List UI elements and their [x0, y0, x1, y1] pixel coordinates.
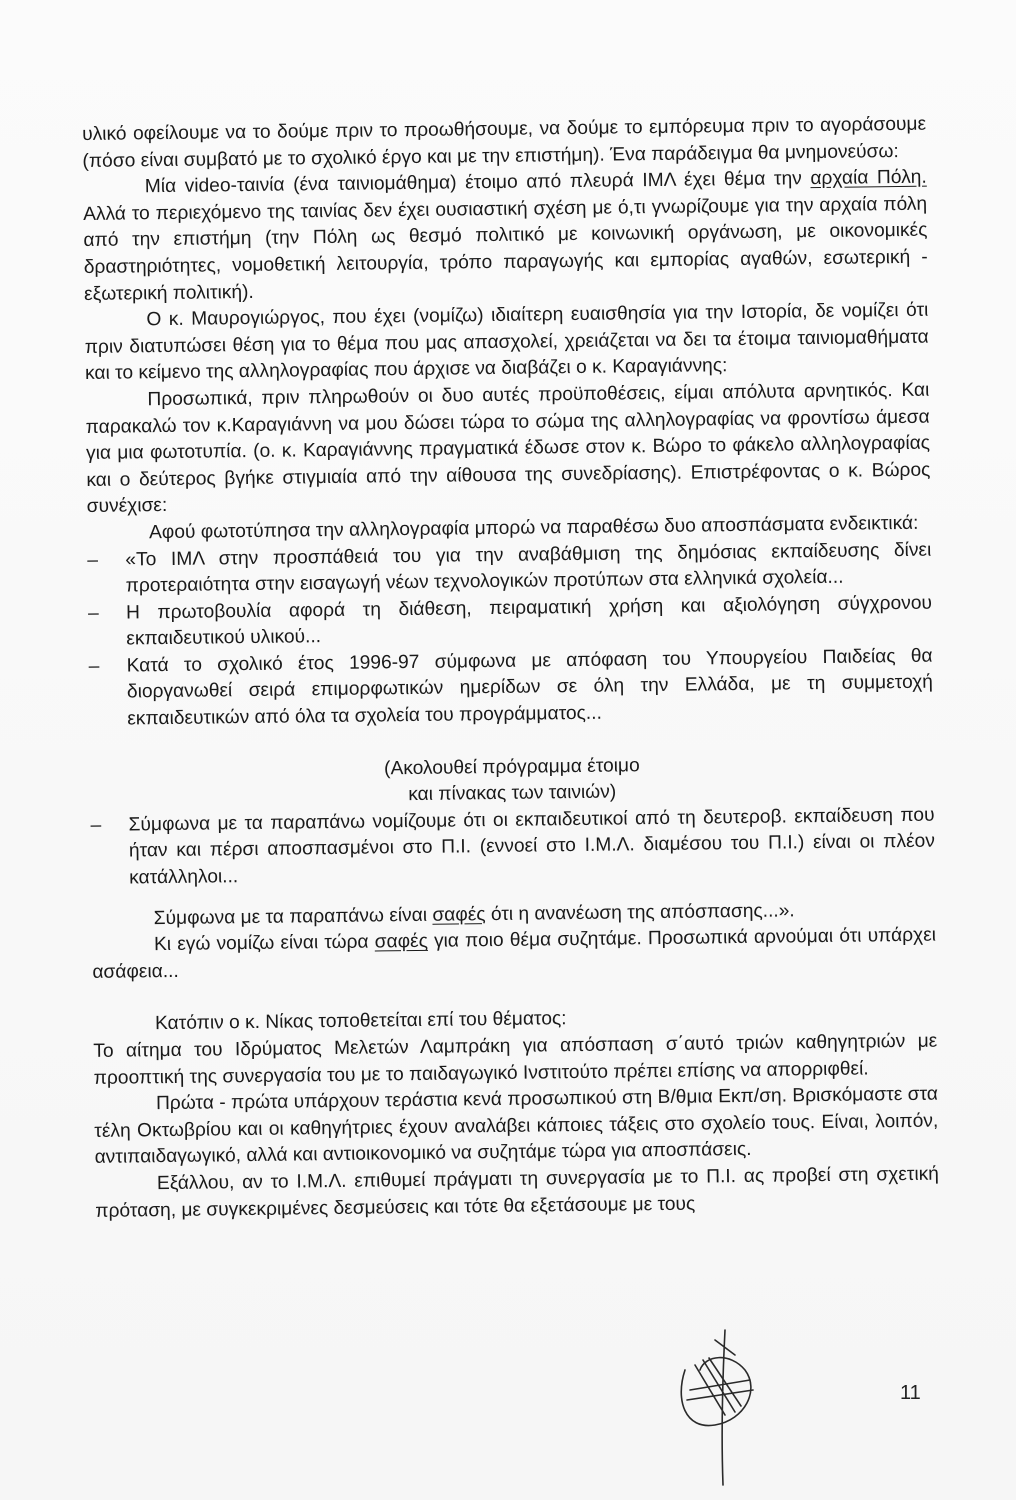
quote-bullet-2: – Η πρωτοβουλία αφορά τη διάθεση, πειραματική χρήση και αξιολόγηση σύγχρονου εκπαιδευτικού υλικού... [88, 590, 933, 653]
paragraph-4: Προσωπικά, πριν πληρωθούν οι δυο αυτές προϋποθέσεις, είμαι απόλυτα αρνητικός. Και παρακαλώ τον κ.Καραγιάννη να μου δώσει τώρα το σώμα της αλληλογραφίας να φροντίσω άμεσα για μια φωτοτυπία. (ο. κ. Καραγιάννης πραγματικά έδωσε στον κ. Βώρο το φάκελο αλληλογραφίας και ο δεύτερος βγήκε στιγμιαία από την αίθουσα της συνεδρίασης). Επιστρέφοντας ο κ. Βώρος συνέχισε: [85, 379, 931, 518]
centered-note-line-2: και πίνακας των ταινιών) [408, 781, 617, 806]
paragraph-5: Αφού φωτοτύπησα την αλληλογραφία μπορώ να παραθέσω δυο αποσπάσματα ενδεικτικά: [148, 512, 919, 544]
paragraph-11: Εξάλλου, αν το Ι.Μ.Λ. επιθυμεί πράγματι τη συνεργασία με το Π.Ι. ας προβεί στη σχετική πρόταση, με συγκεκριμένες δεσμεύσεις και τότε θα εξετάσουμε με τους [95, 1163, 940, 1222]
paragraph-7-end: για ποιο θέμα συζητάμε. Προσωπικά αρνούμαι ότι υπάρχει ασάφεια... [92, 924, 937, 983]
page-number: 11 [900, 1382, 921, 1404]
paragraph-9: Το αίτημα του Ιδρύματος Μελετών Λαμπράκη για απόσπαση σ΄αυτό τριών καθηγητριών με προοπτική της συνεργασία του με το παιδαγωγικό Ινστιτούτο πρέπει επίσης να απορριφθεί. [93, 1030, 938, 1089]
paragraph-6-end: ότι η ανανέωση της απόσπασης...». [485, 899, 795, 925]
paragraph-1: υλικό οφείλουμε να το δούμε πριν το προωθήσουμε, να δούμε το εμπόρευμα πριν το αγοράσουμε (πόσο είναι συμβατό με το σχολικό έργο και με την επιστήμη). Ένα παράδειγμα θα μνημονεύσω: [82, 113, 927, 172]
document-body [82, 112, 939, 1225]
paragraph-10: Πρώτα - πρώτα υπάρχουν τεράστια κενά προσωπικού στη Β/θμια Εκπ/ση. Βρισκόμαστε στα τέλη Οκτωβρίου και οι καθηγήτριες έχουν αναλάβει κάποιες τάξεις στο σχολείο τους. Είναι, λοιπόν, αντιπαιδαγωγικό, αλλά και αντιοικονομικό να συζητάμε τώρα για αποσπάσεις. [94, 1083, 939, 1169]
paragraph-7-start: Κι εγώ νομίζω είναι τώρα [153, 931, 375, 956]
underlined-ancient-city: αρχαία Πόλη. [810, 166, 927, 190]
paragraph-3: Ο κ. Μαυρογιώργος, που έχει (νομίζω) ιδιαίτερη ευαισθησία για την Ιστορία, δε νομίζει ότι πριν διατυπώσει θέση για το θέμα που μας απασχολεί, χρειάζεται να δει τα έτοιμα ταινιομαθήματα και το κείμενο της αλληλογραφίας που άρχισε να διαβάζει ο κ. Καραγιάννης: [84, 299, 929, 385]
quote-bullet-4: – Σύμφωνα με τα παραπάνω νομίζουμε ότι οι εκπαιδευτικοί από τη δευτεροβ. εκπαίδευση που ήταν και πέρσι αποσπασμένοι στο Π.Ι. (εννοεί στο Ι.Μ.Λ. διαμέσου του Π.Ι.) είναι οι πλέον κατάλληλοι... [90, 802, 935, 892]
paragraph-6-start: Σύμφωνα με τα παραπάνω είναι [153, 904, 433, 929]
paragraph-2 [83, 165, 929, 308]
underlined-clear-2: σαφές [374, 931, 429, 953]
centered-note-line-1: (Ακολουθεί πρόγραμμα έτοιμο [383, 754, 640, 780]
quote-bullet-1: – «Το ΙΜΛ στην προσπάθειά του για την αναβάθμιση της δημόσιας εκπαίδευσης δίνει προτεραιότητα στην εισαγωγή νέων τεχνολογικών προτύπων στα ελληνικά σχολεία... [87, 537, 932, 600]
paragraph-8: Κατόπιν ο κ. Νίκας τοποθετείται επί του θέματος: [154, 1008, 567, 1035]
handwritten-signature-icon [665, 1310, 775, 1490]
paragraph-2-start: Μία video-ταινία (ένα ταινιομάθημα) έτοιμο από πλευρά ΙΜΛ έχει θέμα την [144, 168, 802, 198]
underlined-clear-1: σαφές [432, 903, 486, 926]
paragraph-2-end: Αλλά το περιεχόμενο της ταινίας δεν έχει ουσιαστική σχέση με ό,τι γνωρίζουμε για την αρχαία πόλη από την επιστήμη (την Πόλη ως θεσμό πολιτικό με κοινωνική οργάνωση, με οικονομικές δραστηριότητες, νομοθετική λειτουργία, τρόπο παραγωγής και εμπορίας αγαθών, εσωτερική - εξωτερική πολιτική). [82, 193, 928, 305]
quote-bullet-3: – Κατά το σχολικό έτος 1996-97 σύμφωνα με απόφαση του Υπουργείου Παιδείας θα διοργανωθεί σειρά επιμορφωτικών ημερίδων σε όλη την Ελλάδα, με τη συμμετοχή εκπαιδευτικών από όλα τα σχολεία του προγράμματος... [88, 644, 933, 734]
